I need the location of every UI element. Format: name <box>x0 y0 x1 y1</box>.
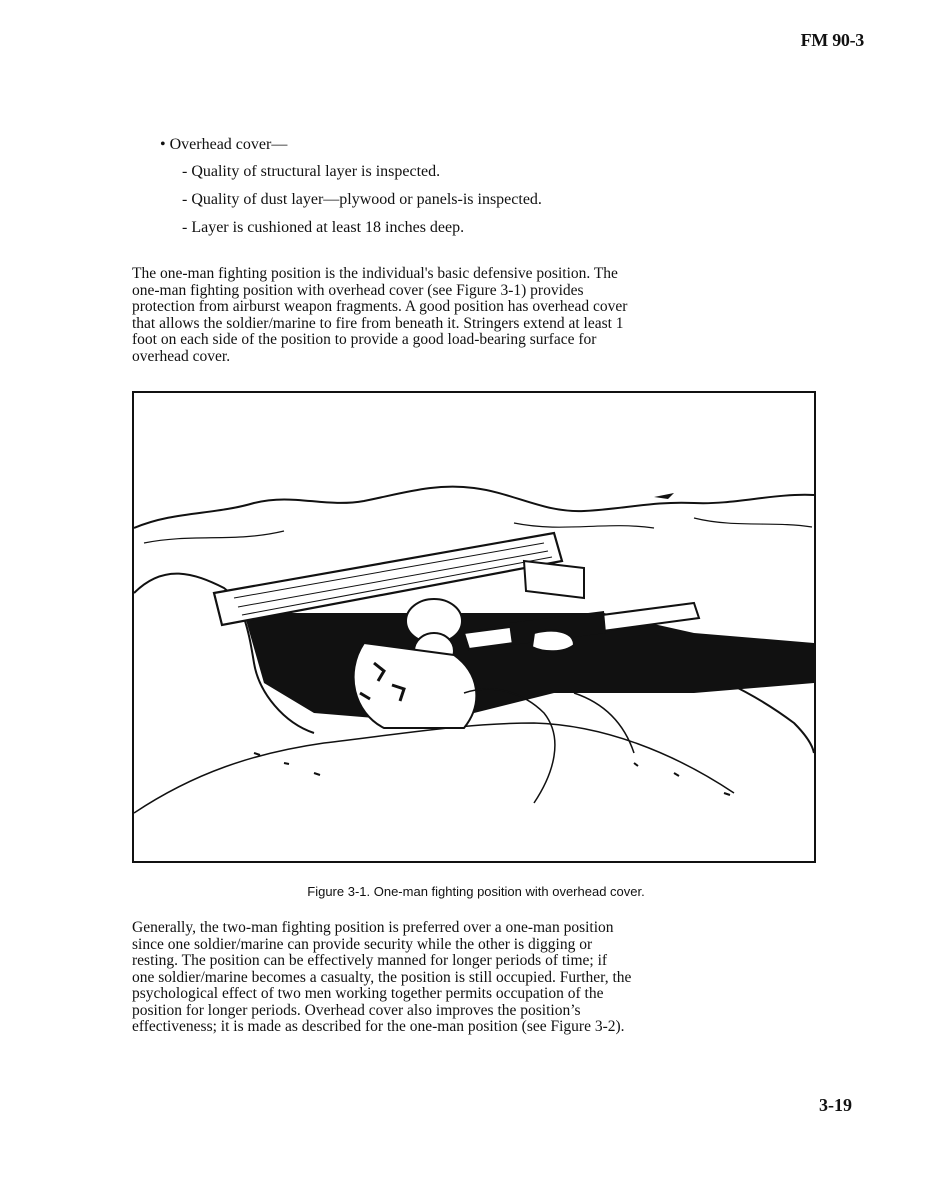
sub-item: - Quality of structural layer is inspected. <box>182 163 441 180</box>
overhead-beam-end <box>524 561 584 598</box>
overhead-beam-front <box>214 533 562 625</box>
figure-caption: Figure 3-1. One-man fighting position with overhead cover. <box>307 884 645 899</box>
figure-illustration <box>132 391 816 863</box>
overhead-cover-checklist <box>160 136 542 246</box>
ground-stipple <box>254 753 730 795</box>
fighting-position-illustration <box>134 393 814 861</box>
foreground-ridge <box>134 723 734 813</box>
document-id: FM 90-3 <box>800 30 864 50</box>
paragraph-two-man-position: Generally, the two-man fighting position is preferred over a one-man position since one soldier/marine can provide security while the other is digging or resting. The position can be effectively manned for longer periods of time; if one soldier/marine becomes a casualty, the position is still occupied. Further, the psychological effect of two men working together permits occupation of the position for longer periods. Overhead cover also improves the position’s effectiveness; it is made as described for the one-man position (see Figure 3-2). <box>132 919 632 1035</box>
page-number: 3-19 <box>819 1095 852 1115</box>
soldier-hand <box>532 631 574 652</box>
distant-marker <box>654 493 674 499</box>
sub-item: - Quality of dust layer—plywood or panels-is inspected. <box>182 191 542 208</box>
sub-item-list <box>160 162 542 238</box>
bullet-heading: • Overhead cover— <box>160 136 288 153</box>
paragraph-one-man-position: The one-man fighting position is the individual's basic defensive position. The one-man fighting position with overhead cover (see Figure 3-1) provides protection from airburst weapon fragments. A good position has overhead cover that allows the soldier/marine to fire from beneath it. Stringers extend at least 1 foot on each side of the position to provide a good load-bearing surface for overhead cover. <box>132 265 628 365</box>
sub-item: - Layer is cushioned at least 18 inches deep. <box>182 219 465 236</box>
hill-contours <box>144 518 812 543</box>
